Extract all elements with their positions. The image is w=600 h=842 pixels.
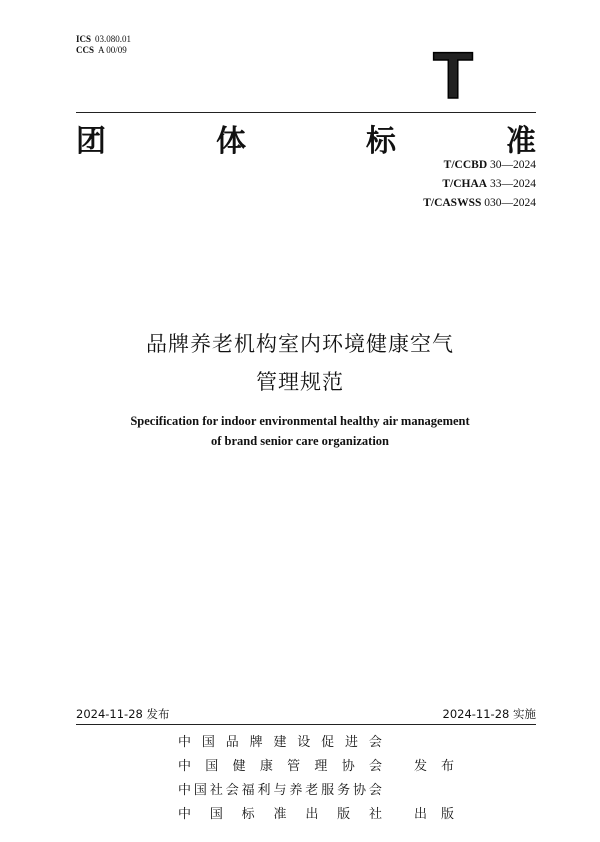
ics-value: 03.080.01 [95, 34, 132, 44]
bottom-divider [76, 724, 536, 725]
standard-codes [423, 156, 536, 213]
classification-codes [76, 34, 131, 56]
title-en-line2: of brand senior care organization [210, 434, 389, 448]
org-line [178, 803, 458, 821]
doc-type-char: 准 [506, 124, 536, 159]
org-name: 中 国 标 准 出 版 社 [178, 807, 382, 822]
implement-date: 2024-11-28 实施 [442, 707, 536, 721]
org-line [178, 779, 458, 797]
org-name: 中 国 品 牌 建 设 促 进 会 [178, 735, 382, 750]
standard-code: T/CHAA 33—2024 [442, 178, 536, 190]
org-name: 中 国 健 康 管 理 协 会 [178, 759, 382, 774]
org-line [178, 731, 458, 749]
publish-date: 2024-11-28 发布 [76, 707, 170, 721]
doc-type-char: 体 [216, 124, 246, 159]
org-line [178, 755, 458, 773]
standard-code: T/CASWSS 030—2024 [423, 197, 536, 209]
ccs-row [76, 45, 131, 56]
ccs-value: A 00/09 [98, 45, 127, 55]
org-action: 出 版 [414, 807, 454, 822]
standard-code: T/CCBD 30—2024 [443, 159, 536, 171]
standard-type-logo [428, 42, 478, 102]
org-name: 中 国 社 会 福 利 与 养 老 服 务 协 会 [178, 783, 382, 798]
org-action: 发 布 [414, 759, 454, 774]
top-divider [76, 112, 536, 113]
title-en-line1: Specification for indoor environmental healthy air management [130, 414, 470, 428]
ics-row [76, 34, 131, 45]
standard-type-letter: T [432, 42, 474, 102]
title-cn-line2: 管理规范 [256, 370, 344, 394]
doc-type-char: 标 [366, 124, 396, 159]
document-type [76, 124, 536, 160]
doc-type-char: 团 [76, 124, 106, 159]
title-cn-line1: 品牌养老机构室内环境健康空气 [146, 332, 454, 356]
ccs-label: CCS [76, 45, 95, 55]
ics-label: ICS [76, 34, 92, 44]
